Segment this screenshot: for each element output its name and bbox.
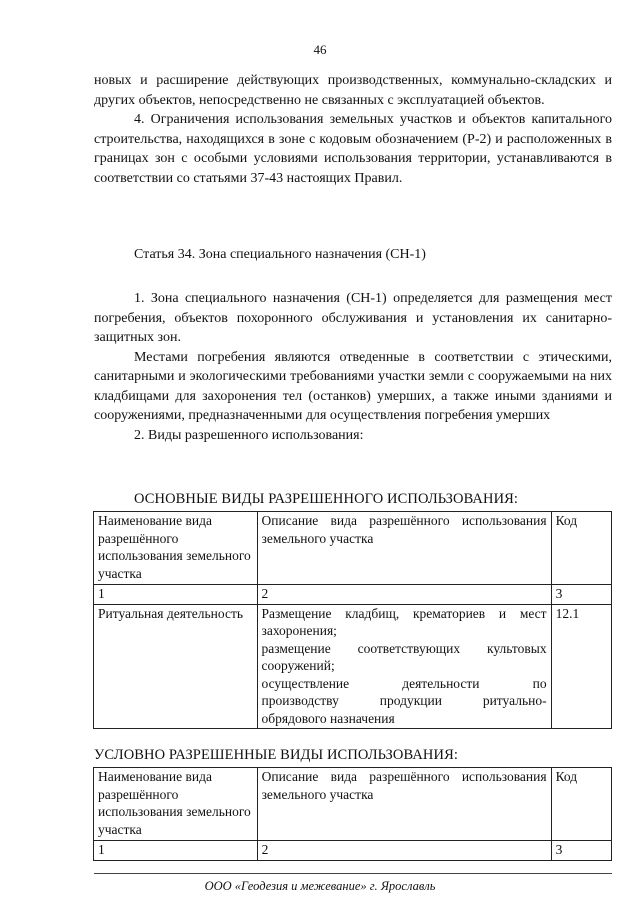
table-header-row xyxy=(94,768,612,841)
numbering-cell: 2 xyxy=(257,841,551,861)
table-numbering-row xyxy=(94,841,612,861)
numbering-cell: 1 xyxy=(94,585,258,605)
description-line: обрядового назначения xyxy=(261,710,395,726)
description-line: производству продукции ритуально- xyxy=(261,693,547,708)
numbering-cell: 3 xyxy=(551,585,611,605)
header-code-cell: Код xyxy=(551,768,611,841)
header-name-cell: Наименование вида разрешённого использования земельного участка xyxy=(94,512,258,585)
header-name-cell: Наименование вида разрешённого использования земельного участка xyxy=(94,768,258,841)
article-body xyxy=(94,289,612,445)
table-header-row xyxy=(94,512,612,585)
paragraph-item-2: 2. Виды разрешенного использования: xyxy=(134,427,364,443)
footer-divider xyxy=(94,873,612,874)
article-heading: Статья 34. Зона специального назначения (СН-1) xyxy=(134,247,426,262)
numbering-cell: 1 xyxy=(94,841,258,861)
header-description-cell: Описание вида разрешённого использования земельного участка xyxy=(257,768,551,841)
table-conditional xyxy=(93,767,612,861)
header-code-cell: Код xyxy=(551,512,611,585)
table-row xyxy=(94,604,612,729)
prose-top xyxy=(94,71,612,188)
table-main xyxy=(93,511,612,729)
numbering-cell: 3 xyxy=(551,841,611,861)
row-name-cell: Ритуальная деятельность xyxy=(94,604,258,729)
header-description-cell: Описание вида разрешённого использования земельного участка xyxy=(257,512,551,585)
paragraph-item-1: 1. Зона специального назначения (СН-1) определяется для размещения мест погребения, объектов похоронного обслуживания и установления их санитарно-защитных зон. xyxy=(94,291,612,345)
description-line: Размещение кладбищ, крематориев и мест xyxy=(261,605,547,621)
paragraph-places: Местами погребения являются отведенные в соответствии с этическими, санитарными и экологическими требованиями участки земли с сооружаемыми на них кладбищами для захоронения тел (останков) умерших, а также иными зданиями и сооружениями, предназначенными для осуществления погребения умерших xyxy=(94,349,612,423)
paragraph-continuation: новых и расширение действующих производственных, коммунально-складских и других объектов, непосредственно не связанных с эксплуатацией объектов. xyxy=(94,73,612,108)
numbering-cell: 2 xyxy=(257,585,551,605)
table-conditional-caption: УСЛОВНО РАЗРЕШЕННЫЕ ВИДЫ ИСПОЛЬЗОВАНИЯ: xyxy=(94,747,458,763)
description-line: сооружений; xyxy=(261,658,335,673)
paragraph-item-4: 4. Ограничения использования земельных участков и объектов капитального строительства, находящихся в зоне с кодовым обозначением (Р-2) и расположенных в границах зон с особыми условиями использования территории, устанавливаются в соответствии со статьями 37-43 настоящих Правил. xyxy=(94,112,612,186)
row-code-cell: 12.1 xyxy=(551,604,611,729)
description-line: захоронения; xyxy=(261,623,337,638)
table-numbering-row xyxy=(94,585,612,605)
page-footer: ООО «Геодезия и межевание» г. Ярославль xyxy=(204,879,436,893)
description-line: размещение соответствующих культовых xyxy=(261,640,547,656)
table-main-caption: ОСНОВНЫЕ ВИДЫ РАЗРЕШЕННОГО ИСПОЛЬЗОВАНИЯ: xyxy=(134,491,519,507)
description-line: осуществление деятельности по xyxy=(261,675,547,691)
row-description-cell xyxy=(257,604,551,729)
page-number: 46 xyxy=(313,42,327,57)
